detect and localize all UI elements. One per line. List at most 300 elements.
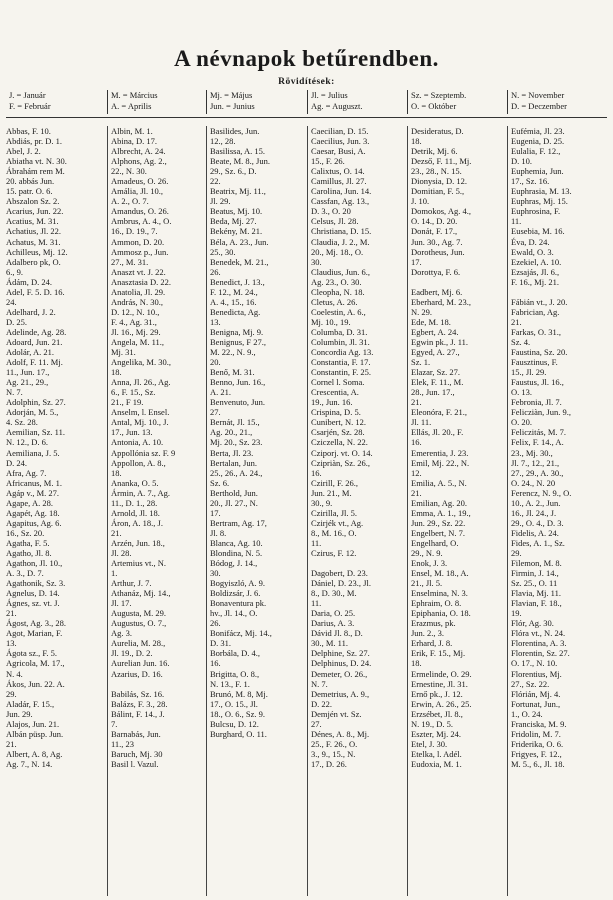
name-entry-line: Fides, A. 1., Sz. xyxy=(511,537,565,548)
name-entry-line: Adalbero pk, O. xyxy=(6,256,61,267)
name-entry-line: András, N. 30., xyxy=(111,296,163,307)
name-entry-line: Mj. 10., 19. xyxy=(311,316,351,327)
name-entry-line: Abszalon Sz. 2. xyxy=(6,196,60,207)
name-entry-line: Brunó, M. 8, Mj. xyxy=(210,688,268,699)
name-entry-line: Fortunat, Jun., xyxy=(511,698,561,709)
name-entry-line: Ágota sz., F. 5. xyxy=(6,648,58,659)
name-entry-line: 27. xyxy=(311,718,322,729)
name-entry-line: Egyed, A. 27., xyxy=(411,347,460,358)
name-entry-line: Faustina, Sz. 20. xyxy=(511,347,568,358)
name-entry-line: Emil, Mj. 22., N. xyxy=(411,457,470,468)
name-entry-line: 22., N. 30. xyxy=(111,166,147,177)
name-entry-line: Albrecht, A. 24. xyxy=(111,146,166,157)
name-entry-line: Crispina, D. 5. xyxy=(311,407,361,418)
name-entry-line: Ag. 7., N. 14. xyxy=(6,758,53,769)
name-entry-line: Agape, A. 28. xyxy=(6,497,53,508)
name-entry-line: N. 29. xyxy=(411,306,433,317)
name-entry-line: Emma, A. 1., 19., xyxy=(411,507,471,518)
name-entry-line: D. 10. xyxy=(511,156,533,167)
name-entry-line: Aurelian Jun. 16. xyxy=(111,658,170,669)
name-entry-line: 10., A. 2., Jun. xyxy=(511,497,561,508)
name-entry-line: Dávid Jl. 8., D. xyxy=(311,628,363,639)
name-entry-line: Constantin, F. 25. xyxy=(311,367,372,378)
name-entry-line: 4. Sz. 28. xyxy=(6,417,38,428)
name-entry-line: Jun. 29., Sz. 22. xyxy=(411,517,466,528)
name-entry-line: Dániel, D. 23., Jl. xyxy=(311,578,371,589)
name-entry-line xyxy=(311,558,405,568)
name-entry-line: Africanus, M. 1. xyxy=(6,477,62,488)
name-entry-line: Celsus, Jl. 28. xyxy=(311,216,359,227)
name-entry-line: Beda, Mj. 27. xyxy=(210,216,257,227)
name-entry-line: 18. xyxy=(111,467,122,478)
name-entry-line: Abina, D. 17. xyxy=(111,136,158,147)
name-entry-line: Engelbert, N. 7. xyxy=(411,527,466,538)
name-entry-line: Albán püsp. Jun. xyxy=(6,728,64,739)
name-entry-line: Achilleus, Mj. 12. xyxy=(6,246,68,257)
name-entry-line: D. 24. xyxy=(6,457,28,468)
name-entry-line: 17., Sz. 16. xyxy=(511,176,550,187)
name-entry-line: Csarjén, Sz. 28. xyxy=(311,427,365,438)
name-entry-line: Agatho, Jl. 8. xyxy=(6,547,52,558)
name-entry-line: Dezső, F. 11., Mj. xyxy=(411,156,472,167)
name-entry-line: 12., 28. xyxy=(210,136,236,147)
name-entry-line: Barnabás, Jun. xyxy=(111,728,161,739)
name-entry-line: Adolár, A. 21. xyxy=(6,347,55,358)
name-entry-line: Amadeus, O. 26. xyxy=(111,176,169,187)
name-entry-line: 25., 26., A. 24., xyxy=(210,467,263,478)
name-entry-line: 18. xyxy=(111,367,122,378)
name-entry-line: Benigna, Mj. 9. xyxy=(210,326,264,337)
name-entry-line: 30. xyxy=(311,256,322,267)
name-entry-line: Czipriàn, Sz. 26., xyxy=(311,457,371,468)
name-entry-line: Darius, A. 3. xyxy=(311,618,355,629)
name-entry-line: Azarius, D. 16. xyxy=(111,668,163,679)
name-entry-line: Agathonik, Sz. 3. xyxy=(6,578,66,589)
name-entry-line: Appollónia sz. F. 9 xyxy=(111,447,176,458)
name-entry-line: Agapét, Ag. 18. xyxy=(6,507,60,518)
name-entry-line: Fabrician, Ag. xyxy=(511,306,560,317)
name-entry-line: N. 4. xyxy=(6,668,23,679)
name-entry-line: Concordia Ag. 13. xyxy=(311,347,374,358)
name-entry-line: 27. xyxy=(210,407,221,418)
name-entry-line: Afra, Ag. 7. xyxy=(6,467,47,478)
abbreviation-cell: J. = Január F. = Február xyxy=(9,90,51,111)
name-entry-line: 11., 23 xyxy=(111,738,135,749)
name-entry-line: Antal, Mj. 10., J. xyxy=(111,417,169,428)
name-entry-line: 30., 9. xyxy=(311,497,333,508)
name-entry-line: Desideratus, D. xyxy=(411,126,464,136)
name-entry-line: Bonaventura pk. xyxy=(210,598,267,609)
name-entry-line: Ambrus, A. 4., O. xyxy=(111,216,172,227)
name-entry-line: 29. xyxy=(6,688,17,699)
name-entry-line: Cleopha, N. 18. xyxy=(311,286,365,297)
name-entry-line: 18. xyxy=(411,136,422,147)
name-entry-line xyxy=(511,287,605,297)
name-entry-line: 17. xyxy=(411,256,422,267)
name-entry-line: Adorján, M. 5., xyxy=(6,407,59,418)
name-entry-line: Enok, J. 3. xyxy=(411,558,448,569)
name-entry-line: Farkas, O. 31., xyxy=(511,326,562,337)
name-entry-line: 8., D. 30., M. xyxy=(311,588,357,599)
name-entry-line: Febronia, Jl. 7. xyxy=(511,397,562,408)
name-entry-line: 17., D. 26. xyxy=(311,758,347,769)
name-entry-line: Egwin pk., J. 11. xyxy=(411,336,469,347)
name-entry-line: 18. xyxy=(411,658,422,669)
name-entry-line: Artemius vt., N. xyxy=(111,558,167,569)
name-entry-line: 16., D. 19., 7. xyxy=(111,226,158,237)
name-entry-line: Delphine, Sz. 27. xyxy=(311,648,370,659)
name-entry-line: Berta, Jl. 23. xyxy=(210,447,254,458)
name-entry-line: Berthold, Jun. xyxy=(210,487,258,498)
name-entry-line: 30., M. 11. xyxy=(311,638,348,649)
name-entry-line: 28., Jun. 17., xyxy=(411,387,455,398)
name-column-3 xyxy=(206,126,307,896)
name-entry-line: A. 3., D. 7. xyxy=(6,568,44,579)
name-entry-line: Euphrosina, F. xyxy=(511,206,561,217)
name-entry-line: Amandus, O. 26. xyxy=(111,206,169,217)
name-entry-line: Angela, M. 11., xyxy=(111,336,165,347)
name-entry-line: Demeter, O. 26., xyxy=(311,668,368,679)
name-entry-line: Faustus, Jl. 16., xyxy=(511,377,564,388)
name-entry-line xyxy=(111,679,204,689)
name-entry-line: Dionysia, D. 12. xyxy=(411,176,467,187)
name-entry-line: Abiatha vt. N. 30. xyxy=(6,156,67,167)
name-entry-line: Cziporj. vt. O. 14. xyxy=(311,447,373,458)
name-entry-line: Flór, Ag. 30. xyxy=(511,618,554,629)
name-entry-line: 16., Jl. 24., J. xyxy=(511,507,557,518)
name-entry-line: 17., O. 15., Jl. xyxy=(210,698,258,709)
name-entry-line: 11. xyxy=(511,216,522,227)
name-entry-line: 16., Sz. 20. xyxy=(6,527,45,538)
name-entry-line: Feliczitás, M. 7. xyxy=(511,427,567,438)
name-entry-line: Mj. 31. xyxy=(111,347,136,358)
abbreviations-heading: Rövidítések: xyxy=(278,77,335,87)
name-entry-line: 19. xyxy=(511,608,522,619)
name-entry-line: Elazar, Sz. 27. xyxy=(411,367,460,378)
name-entry-line: Ákos, Jun. 22. A. xyxy=(6,678,65,689)
name-entry-line: O. 20. xyxy=(511,417,533,428)
name-entry-line: Ammon, D. 20. xyxy=(111,236,165,247)
name-entry-line: D. 3., O. 20 xyxy=(311,206,351,217)
name-entry-line: Ermelinde, O. 29. xyxy=(411,668,472,679)
name-entry-line: Demjén vt. Sz. xyxy=(311,708,362,719)
name-entry-line: N. 7. xyxy=(311,678,328,689)
name-entry-line: 11. xyxy=(311,598,322,609)
name-entry-line: Ensel, M. 18., A. xyxy=(411,568,469,579)
name-entry-line: Ármin, A. 7., Ag. xyxy=(111,487,171,498)
name-entry-line: Caesar, Busi, A. xyxy=(311,146,366,157)
name-entry-line: Eadbert, Mj. 6. xyxy=(411,286,463,297)
name-entry-line: Czirus, F. 12. xyxy=(311,547,357,558)
name-entry-line: Caecilian, D. 15. xyxy=(311,126,369,136)
name-column-2 xyxy=(107,126,206,896)
name-entry-line: Adelinde, Ag. 28. xyxy=(6,326,67,337)
name-entry-line: Alphons, Ag. 2., xyxy=(111,156,167,167)
name-entry-line: Frigyes, F. 12., xyxy=(511,748,562,759)
name-entry-line: Felix, F. 14., A. xyxy=(511,437,564,448)
name-entry-line: 8., M. 16., O. xyxy=(311,527,357,538)
name-entry-line: Benedict, J. 13., xyxy=(210,276,265,287)
name-entry-line: Eszter, Mj. 24. xyxy=(411,728,461,739)
name-entry-line: 15., F. 26. xyxy=(311,156,345,167)
name-entry-line: Carolina, Jun. 14. xyxy=(311,186,372,197)
name-entry-line: Anasztasia D. 22. xyxy=(111,276,171,287)
name-entry-line: Epiphania, O. 18. xyxy=(411,608,471,619)
name-entry-line: 29. xyxy=(511,547,522,558)
name-entry-line: Basilissa, A. 15. xyxy=(210,146,266,157)
name-entry-line: 17. xyxy=(210,507,221,518)
name-entry-line: Aemilian, Sz. 11. xyxy=(6,427,65,438)
name-entry-line: Felicziàn, Jun. 9., xyxy=(511,407,571,418)
name-entry-line: 21. xyxy=(111,527,122,538)
name-entry-line: Achatus, M. 31. xyxy=(6,236,61,247)
name-entry-line: Bekény, M. 21. xyxy=(210,226,263,237)
name-entry-line: O. 13. xyxy=(511,387,533,398)
name-entry-line: F. 4., Ag. 31., xyxy=(111,316,157,327)
name-entry-line: 22. xyxy=(210,176,221,187)
name-entry-line: Anselm, l. Ensel. xyxy=(111,407,170,418)
name-entry-line: Czirjék vt., Ag. xyxy=(311,517,364,528)
name-entry-line: 20., Jl. 27., N. xyxy=(210,497,258,508)
name-entry-line: Ferencz, N. 9., O. xyxy=(511,487,572,498)
name-entry-line: Babilás, Sz. 16. xyxy=(111,688,165,699)
name-entry-line: Benignus, F 27., xyxy=(210,336,266,347)
name-entry-line: Éva, D. 24. xyxy=(511,236,550,247)
name-entry-line: Adel, F. 5. D. 16. xyxy=(6,286,65,297)
name-entry-line: Blanca, Ag. 10. xyxy=(210,537,263,548)
name-entry-line: Ezekiel, A. 10. xyxy=(511,256,562,267)
name-entry-line: 27., M. 31. xyxy=(111,256,149,267)
name-entry-line: Brigitta, O. 8., xyxy=(210,668,260,679)
name-entry-line: Beate, M. 8., Jun. xyxy=(210,156,270,167)
name-entry-line: J. 10. xyxy=(411,196,430,207)
name-entry-line: O. 14., D. 20. xyxy=(411,216,458,227)
name-entry-line: 21. xyxy=(6,608,17,619)
name-entry-line: Augustus, O. 7., xyxy=(111,618,167,629)
name-entry-line: 15., Jl. 29. xyxy=(511,367,547,378)
name-entry-line: Engelhard, O. xyxy=(411,537,459,548)
name-entry-line: Czirilla, Jl. 5. xyxy=(311,507,358,518)
name-entry-line: Ernő pk., J. 12. xyxy=(411,688,463,699)
name-entry-line: Eusebia, M. 16. xyxy=(511,226,565,237)
name-entry-line: Jl. 17. xyxy=(111,598,132,609)
name-entry-line: M. 22., N. 9., xyxy=(210,347,256,358)
name-entry-line: Ádám, D. 24. xyxy=(6,276,53,287)
name-entry-line: Abbas, F. 10. xyxy=(6,126,51,136)
name-entry-line: Béla, A. 23., Jun. xyxy=(210,236,269,247)
name-entry-line: Ephraim, O. 8. xyxy=(411,598,462,609)
name-entry-line: Enselmina, N. 3. xyxy=(411,588,468,599)
name-entry-line: Ernestine, Jl. 31. xyxy=(411,678,468,689)
name-entry-line: Bertram, Ag. 17, xyxy=(210,517,267,528)
name-entry-line: Benno, Jun. 16., xyxy=(210,377,266,388)
name-entry-line: 20., Mj. 18., O. xyxy=(311,246,364,257)
name-entry-line: Flavian, F. 18., xyxy=(511,598,562,609)
name-entry-line: 6., F. 15., Sz. xyxy=(111,387,156,398)
name-entry-line: Euphras, Mj. 15. xyxy=(511,196,568,207)
name-entry-line: Appollon, A. 8., xyxy=(111,457,166,468)
name-entry-line: D. 22. xyxy=(311,698,333,709)
name-entry-line: Ag. 23., O. 30. xyxy=(311,276,362,287)
name-entry-line: N. 7. xyxy=(6,387,23,398)
name-entry-line: Bernát, Jl. 15., xyxy=(210,417,260,428)
name-entry-line: Baruch, Mj. 30 xyxy=(111,748,163,759)
name-entry-line: 25., 30. xyxy=(210,246,236,257)
name-entry-line: Ag. 3. xyxy=(111,628,133,639)
name-entry-line: Ezsajás, Jl. 6., xyxy=(511,266,560,277)
name-entry-line: Daria, O. 25. xyxy=(311,608,356,619)
name-entry-line: 20. xyxy=(210,357,221,368)
name-entry-line: Abel, J. 2. xyxy=(6,146,41,157)
name-entry-line: Bertalan, Jun. xyxy=(210,457,257,468)
name-entry-line: Euphemia, Jun. xyxy=(511,166,564,177)
name-entry-line: 13. xyxy=(6,638,17,649)
name-entry-line: Jl. 8. xyxy=(210,527,227,538)
name-column-1 xyxy=(6,126,107,896)
name-entry-line: Flórián, Mj. 4. xyxy=(511,688,561,699)
name-entry-line: Beatrix, Mj. 11., xyxy=(210,186,266,197)
name-entry-line: Claudius, Jun. 6., xyxy=(311,266,371,277)
name-entry-line: Ananka, O. 5. xyxy=(111,477,159,488)
name-entry-line: Mj. 20., Sz. 23. xyxy=(210,437,263,448)
abbreviation-cell: Mj. = Május Jun. = Junius xyxy=(206,90,307,114)
name-entry-line: Borbála, D. 4., xyxy=(210,648,261,659)
name-entry-line: Ellás, Jl. 20., F. xyxy=(411,427,464,438)
name-entry-line: Columba, D. 31. xyxy=(311,326,368,337)
name-entry-line: 15. patr. O. 6. xyxy=(6,186,53,197)
name-entry-line: Jl. 7., 12., 21., xyxy=(511,457,560,468)
name-entry-line: Eberhard, M. 23., xyxy=(411,296,471,307)
name-entry-line: Eugenia, D. 25. xyxy=(511,136,565,147)
name-entry-line: Fausztinus, F. xyxy=(511,357,558,368)
name-entry-line: 11., D. 1., 28. xyxy=(111,497,158,508)
name-entry-line: Athanáz, Mj. 14., xyxy=(111,588,171,599)
name-entry-line: Cunibert, N. 12. xyxy=(311,417,367,428)
name-entry-line: Erzsébet, Jl. 8., xyxy=(411,708,463,719)
name-entry-line: 21., F 19. xyxy=(111,397,144,408)
name-entry-line: Eudoxia, M. 1. xyxy=(411,758,462,769)
name-entry-line: Benedicta, Ag. xyxy=(210,306,261,317)
name-entry-line: 1. xyxy=(111,568,118,579)
name-entry-line: N. 12., D. 6. xyxy=(6,437,49,448)
name-entry-line: Áron, A. 18., J. xyxy=(111,517,163,528)
name-entry-line: O. 24., N. 20 xyxy=(511,477,556,488)
name-entry-line: Adoard, Jun. 21. xyxy=(6,336,63,347)
name-entry-line: Flóra vt., N. 24. xyxy=(511,628,566,639)
name-entry-line: Anna, Jl. 26., Ag. xyxy=(111,377,171,388)
name-entry-line: Benő, M. 31. xyxy=(210,367,255,378)
name-entry-line: Filemon, M. 8. xyxy=(511,558,562,569)
name-entry-line: Emerentia, J. 23. xyxy=(411,447,469,458)
name-entry-line: Dorotheus, Jun. xyxy=(411,246,465,257)
name-entry-line: Arthur, J. 7. xyxy=(111,578,152,589)
name-entry-line: Jl. 29. xyxy=(210,196,231,207)
name-entry-line: Florentina, A. 3. xyxy=(511,638,567,649)
name-entry-line: Demetrius, A. 9., xyxy=(311,688,370,699)
name-entry-line: Columbin, Jl. 31. xyxy=(311,336,370,347)
name-entry-line: Boldizsár, J. 6. xyxy=(210,588,261,599)
name-entry-line: Dénes, A. 8., Mj. xyxy=(311,728,370,739)
name-entry-line: 26. xyxy=(210,618,221,629)
name-entry-line: 12. xyxy=(411,467,422,478)
name-entry-line: Antonia, A. 10. xyxy=(111,437,164,448)
name-entry-line: Angelika, M. 30., xyxy=(111,357,171,368)
name-entry-line: Adolf, F. 11. Mj. xyxy=(6,357,63,368)
name-entry-line: 21., Jl. 5. xyxy=(411,578,443,589)
name-entry-line: A. 4., 15., 16. xyxy=(210,296,257,307)
name-entry-line: 11., Jun. 17., xyxy=(6,367,50,378)
name-entry-line: Adelhard, J. 2. xyxy=(6,306,56,317)
name-entry-line: 17., Jun. 13. xyxy=(111,427,153,438)
name-entry-line: Blondina, N. 5. xyxy=(210,547,263,558)
name-entry-line: D. 25. xyxy=(6,316,28,327)
name-entry-line: Etel, J. 30. xyxy=(411,738,448,749)
name-entry-line: Dagobert, D. 23. xyxy=(311,568,368,579)
name-entry-line: N. 13., F. 1. xyxy=(210,678,250,689)
name-entry-line: 13. xyxy=(210,316,221,327)
name-entry-line: Jl. 28. xyxy=(111,547,132,558)
name-entry-line: Dorottya, F. 6. xyxy=(411,266,461,277)
name-entry-line: 16. xyxy=(311,467,322,478)
name-entry-line: Flavia, Mj. 11. xyxy=(511,588,561,599)
name-entry-line: A. 2., O. 7. xyxy=(111,196,149,207)
name-entry-line: Erwin, A. 26., 25. xyxy=(411,698,472,709)
name-entry-line: Benedek, M. 21., xyxy=(210,256,269,267)
name-entry-line: Emilian, Ag. 20. xyxy=(411,497,467,508)
name-entry-line: Czirill, F. 26., xyxy=(311,477,359,488)
name-entry-line: Friderika, O. 6. xyxy=(511,738,564,749)
name-entry-line: Ag. 21., 29., xyxy=(6,377,49,388)
abbreviation-cell: Sz. = Szeptemb. O. = Október xyxy=(407,90,507,114)
name-entry-line: 24. xyxy=(6,296,17,307)
name-entry-line: Fábián vt., J. 20. xyxy=(511,296,568,307)
name-entry-line: 27., 29., A. 30., xyxy=(511,467,564,478)
name-entry-line: Burghard, O. 11. xyxy=(210,728,267,739)
abbreviation-cell: M. = Március A. = Aprilis xyxy=(107,90,206,114)
name-entry-line: 19., Jun. 16. xyxy=(311,397,353,408)
name-entry-line: Aladár, F. 15., xyxy=(6,698,55,709)
name-entry-line: Jun. 30., Ag. 7. xyxy=(411,236,463,247)
name-entry-line: Florentius, Mj. xyxy=(511,668,562,679)
name-entry-line: Aemiliana, J. 5. xyxy=(6,447,60,458)
name-entry-line: Christiana, D. 15. xyxy=(311,226,372,237)
name-entry-line: Bálint, F. 14., J. xyxy=(111,708,165,719)
name-entry-line: Abdiás, pr. D. 1. xyxy=(6,136,62,147)
name-entry-line: Ede, M. 18. xyxy=(411,316,451,327)
name-entry-line: 21. xyxy=(6,738,17,749)
name-entry-line: Beatus, Mj. 10. xyxy=(210,206,263,217)
name-entry-line: Alajos, Jun. 21. xyxy=(6,718,60,729)
header-rule xyxy=(6,117,607,118)
name-entry-line: hv., Jl. 14., O. xyxy=(210,608,258,619)
name-entry-line: Erhard, J. 8. xyxy=(411,638,453,649)
name-entry-line: Albert, A. 8, Ag. xyxy=(6,748,63,759)
name-entry-line: Ábrahám rem M. xyxy=(6,166,65,177)
name-entry-line: Calixtus, O. 14. xyxy=(311,166,365,177)
name-entry-line: 1., O. 24. xyxy=(511,708,543,719)
name-entry-line: Agnelus, D. 14. xyxy=(6,588,60,599)
name-entry-line: 26. xyxy=(210,266,221,277)
name-entry-line: Eulalia, F. 12., xyxy=(511,146,561,157)
name-entry-line: Bulcsu, D. 12. xyxy=(210,718,259,729)
name-entry-line: Claudia, J. 2., M. xyxy=(311,236,370,247)
name-entry-line: Aurelia, M. 28., xyxy=(111,638,166,649)
name-entry-line: Delphinus, D. 24. xyxy=(311,658,372,669)
name-entry-line: Erazmus, pk. xyxy=(411,618,456,629)
name-entry-line: Cassfan, Ag. 13., xyxy=(311,196,370,207)
abbreviations-key xyxy=(6,90,607,114)
name-entry-line: Augusta, M. 29. xyxy=(111,608,167,619)
